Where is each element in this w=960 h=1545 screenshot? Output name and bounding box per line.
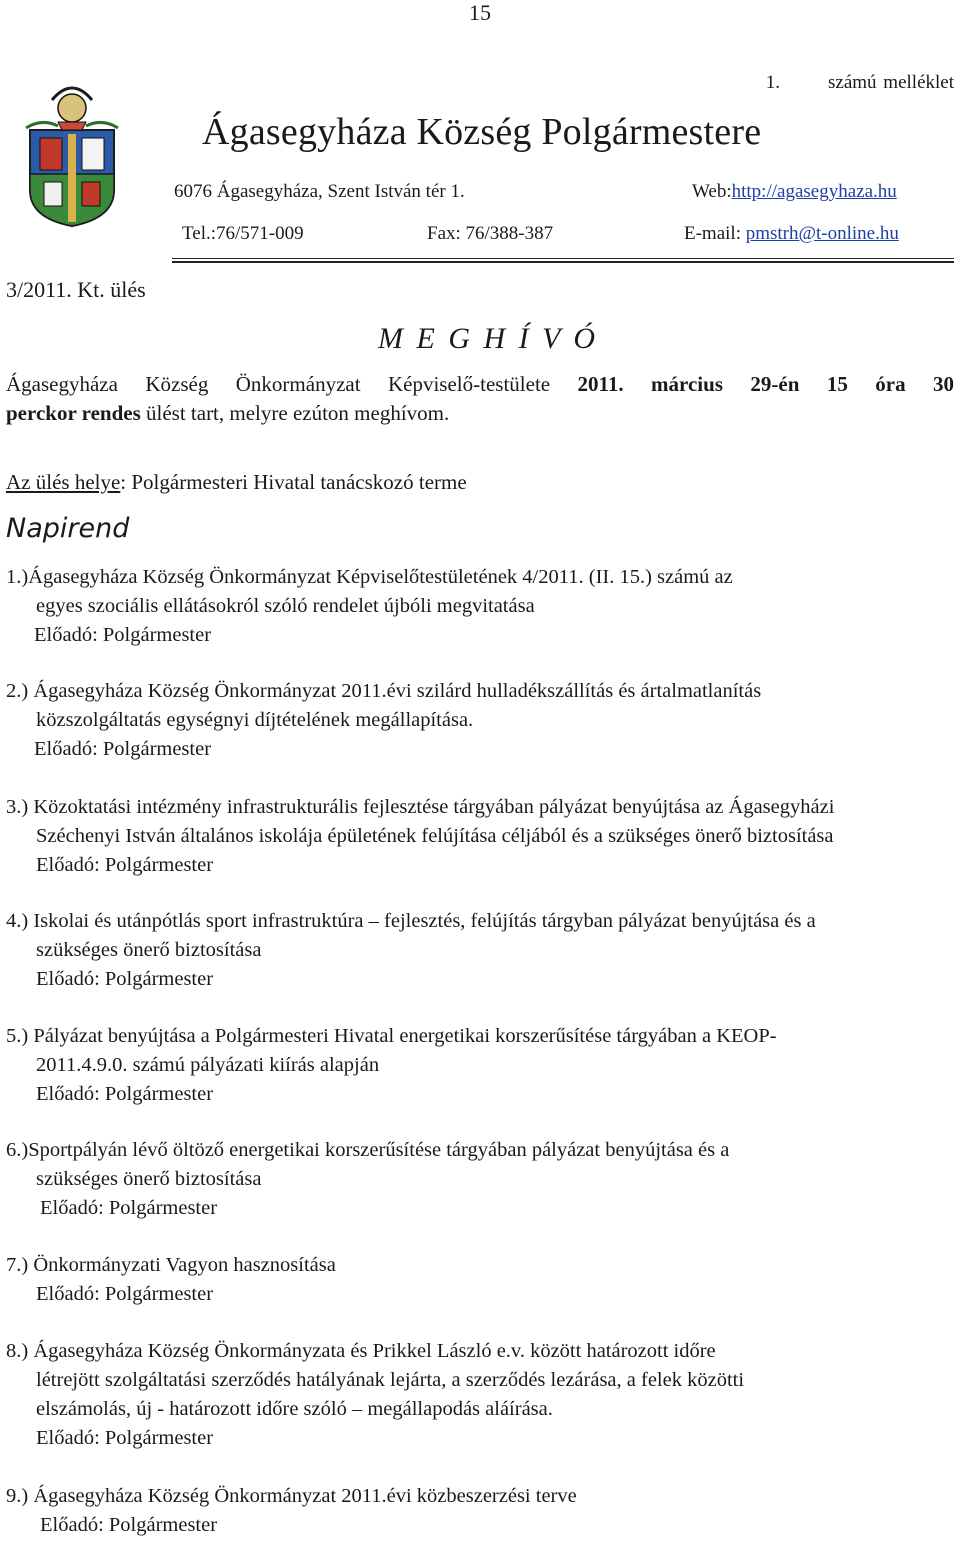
annex-label	[766, 72, 954, 94]
agenda-item-8-presenter: Előadó: Polgármester	[36, 1427, 214, 1449]
venue-label: Az ülés helye	[6, 470, 121, 494]
agenda-item-5-presenter: Előadó: Polgármester	[36, 1083, 214, 1105]
document-title: Ágasegyháza Község Polgármestere	[202, 111, 762, 153]
agenda-item-2-line-2: közszolgáltatás egységnyi díjtételének megállapítása.	[36, 709, 474, 731]
venue-text: : Polgármesteri Hivatal tanácskozó terme	[120, 470, 467, 494]
annex-text: számú melléklet	[828, 72, 954, 93]
agenda-item-7-presenter: Előadó: Polgármester	[36, 1283, 214, 1305]
agenda-item-8-line-1: 8.) Ágasegyháza Község Önkormányzata és Prikkel László e.v. között határozott időre	[6, 1340, 716, 1362]
agenda-item-3-line-2: Széchenyi István általános iskolája épületének felújítása céljából és a szükséges önerő biztosítása	[36, 825, 834, 847]
agenda-item-8-line-2: létrejött szolgáltatási szerződés hatályának lejárta, a szerződés lezárása, a felek közötti	[36, 1369, 745, 1391]
agenda-item-9-line-1: 9.) Ágasegyháza Község Önkormányzat 2011.évi közbeszerzési terve	[6, 1485, 577, 1507]
agenda-item-3-presenter: Előadó: Polgármester	[36, 854, 214, 876]
agenda-item-3-line-1: 3.) Közoktatási intézmény infrastrukturális fejlesztése tárgyában pályázat benyújtása az Ágasegyházi	[6, 796, 835, 818]
web-info	[692, 181, 897, 203]
agenda-title: Napirend	[6, 513, 130, 544]
meeting-time: perckor rendes	[6, 401, 141, 425]
email-info	[684, 223, 899, 245]
page-number: 15	[469, 0, 491, 25]
web-link[interactable]: http://agasegyhaza.hu	[731, 181, 897, 202]
email-label: E-mail:	[684, 223, 746, 244]
agenda-item-9-presenter: Előadó: Polgármester	[40, 1514, 218, 1536]
agenda-item-8-line-3: elszámolás, új - határozott időre szóló – megállapodás aláírása.	[36, 1398, 553, 1420]
session-label: 3/2011. Kt. ülés	[6, 277, 146, 302]
agenda-item-4-line-2: szükséges önerő biztosítása	[36, 939, 262, 961]
phone: Tel.:76/571-009	[182, 223, 304, 244]
agenda-item-7-line-1: 7.) Önkormányzati Vagyon hasznosítása	[6, 1254, 336, 1276]
agenda-item-5-line-2: 2011.4.9.0. számú pályázati kiírás alapján	[36, 1054, 380, 1076]
venue	[6, 470, 467, 495]
agenda-item-4-presenter: Előadó: Polgármester	[36, 968, 214, 990]
intro-line-2	[6, 401, 449, 426]
agenda-item-1-line-1: 1.)Ágasegyháza Község Önkormányzat Képviselőtestületének 4/2011. (II. 15.) számú az	[6, 566, 733, 588]
fax: Fax: 76/388-387	[427, 223, 554, 244]
invitation-title: M E G H Í V Ó	[378, 322, 599, 355]
agenda-item-6-line-1: 6.)Sportpályán lévő öltöző energetikai korszerűsítése tárgyában pályázat benyújtása és a	[6, 1139, 730, 1161]
agenda-item-2-presenter: Előadó: Polgármester	[34, 738, 212, 760]
web-label: Web:	[692, 181, 732, 202]
annex-number: 1.	[765, 72, 781, 93]
header-divider-thick	[172, 261, 954, 263]
agenda-item-1-line-2: egyes szociális ellátásokról szóló rendelet újbóli megvitatása	[36, 595, 535, 617]
agenda-item-4-line-1: 4.) Iskolai és utánpótlás sport infrastruktúra – fejlesztés, felújítás tárgyban pályázat benyújtása és a	[6, 910, 816, 932]
agenda-item-6-line-2: szükséges önerő biztosítása	[36, 1168, 262, 1190]
coat-of-arms-icon	[22, 78, 122, 228]
header-divider	[172, 258, 954, 259]
intro-text: Ágasegyháza Község Önkormányzat Képviselő-testülete	[6, 372, 578, 396]
agenda-item-2-line-1: 2.) Ágasegyháza Község Önkormányzat 2011.évi szilárd hulladékszállítás és ártalmatlanítás	[6, 680, 762, 702]
address: 6076 Ágasegyháza, Szent István tér 1.	[174, 181, 465, 202]
agenda-item-5-line-1: 5.) Pályázat benyújtása a Polgármesteri Hivatal energetikai korszerűsítése tárgyában a KEOP-	[6, 1025, 777, 1047]
intro-line-1	[6, 372, 954, 397]
agenda-item-1-presenter: Előadó: Polgármester	[34, 624, 212, 646]
meeting-date: 2011. március 29-én 15 óra 30	[577, 372, 954, 396]
intro-text-end: ülést tart, melyre ezúton meghívom.	[140, 401, 450, 425]
agenda-item-6-presenter: Előadó: Polgármester	[40, 1197, 218, 1219]
email-link[interactable]: pmstrh@t-online.hu	[745, 223, 899, 244]
